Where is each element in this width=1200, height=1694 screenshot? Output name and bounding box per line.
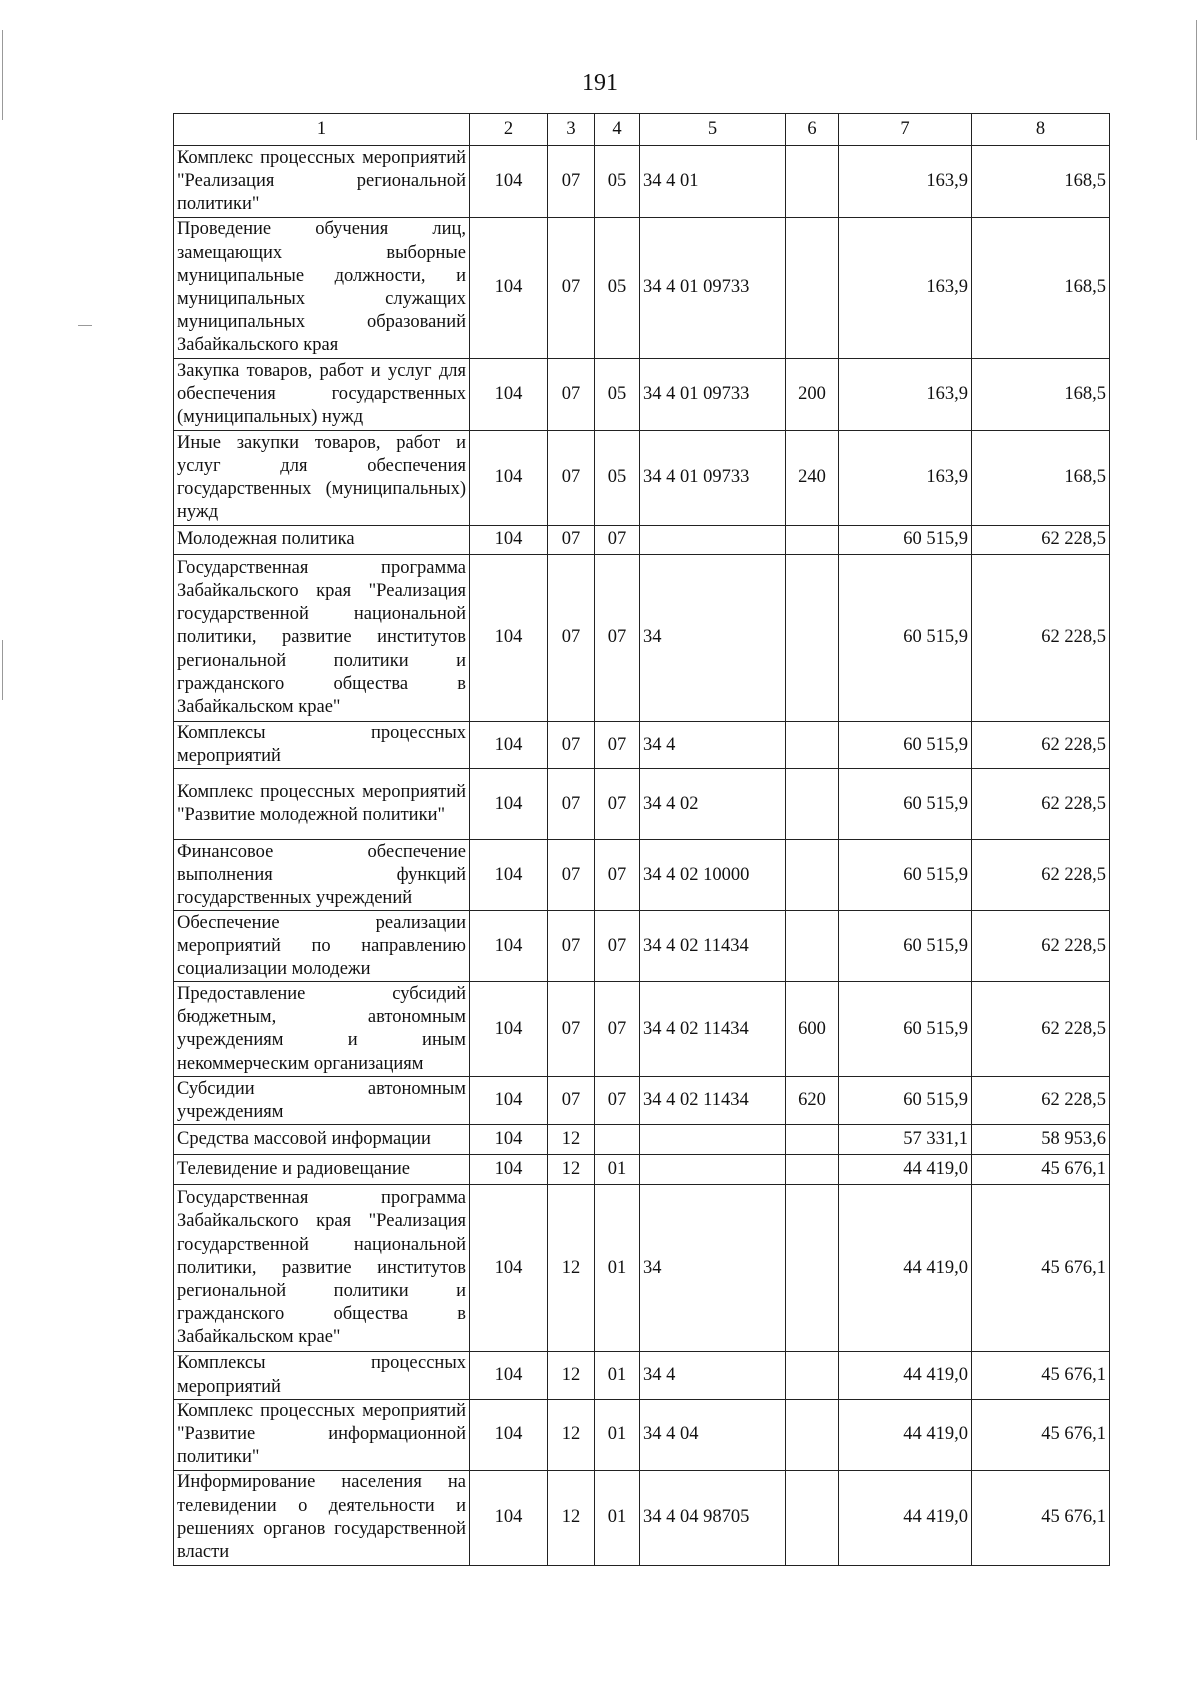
cell-col5: 34 4 04 98705 bbox=[640, 1470, 786, 1565]
cell-col2: 104 bbox=[470, 1399, 548, 1470]
cell-col4: 07 bbox=[595, 722, 640, 769]
cell-col5: 34 4 01 09733 bbox=[640, 218, 786, 359]
cell-col6: 620 bbox=[786, 1077, 839, 1125]
cell-col8: 62 228,5 bbox=[972, 769, 1110, 840]
cell-col8: 168,5 bbox=[972, 218, 1110, 359]
cell-col3: 12 bbox=[548, 1470, 595, 1565]
cell-col3: 12 bbox=[548, 1155, 595, 1185]
cell-col2: 104 bbox=[470, 769, 548, 840]
table-row bbox=[174, 1077, 1110, 1125]
cell-col5: 34 4 02 10000 bbox=[640, 840, 786, 911]
cell-col8: 62 228,5 bbox=[972, 982, 1110, 1077]
cell-col3: 07 bbox=[548, 840, 595, 911]
item-name: Комплекс процессных мероприятий "Реализация региональной политики" bbox=[174, 146, 470, 218]
cell-col8: 45 676,1 bbox=[972, 1352, 1110, 1399]
cell-col8: 45 676,1 bbox=[972, 1185, 1110, 1352]
cell-col3: 07 bbox=[548, 146, 595, 218]
cell-col8: 45 676,1 bbox=[972, 1470, 1110, 1565]
item-name: Телевидение и радиовещание bbox=[174, 1155, 470, 1185]
cell-col7: 60 515,9 bbox=[839, 840, 972, 911]
cell-col5: 34 4 bbox=[640, 722, 786, 769]
cell-col4: 07 bbox=[595, 911, 640, 982]
table-row bbox=[174, 1155, 1110, 1185]
cell-col5: 34 4 bbox=[640, 1352, 786, 1399]
cell-col3: 12 bbox=[548, 1185, 595, 1352]
cell-col3: 12 bbox=[548, 1399, 595, 1470]
cell-col8: 62 228,5 bbox=[972, 555, 1110, 722]
table-row bbox=[174, 1470, 1110, 1565]
cell-col2: 104 bbox=[470, 431, 548, 526]
cell-col2: 104 bbox=[470, 218, 548, 359]
column-header: 3 bbox=[548, 114, 595, 146]
cell-col4: 05 bbox=[595, 146, 640, 218]
table-row bbox=[174, 359, 1110, 431]
cell-col2: 104 bbox=[470, 526, 548, 555]
cell-col4: 07 bbox=[595, 982, 640, 1077]
cell-col8: 62 228,5 bbox=[972, 722, 1110, 769]
cell-col7: 44 419,0 bbox=[839, 1185, 972, 1352]
cell-col5 bbox=[640, 526, 786, 555]
budget-table bbox=[173, 113, 1110, 1566]
cell-col5: 34 4 04 bbox=[640, 1399, 786, 1470]
cell-col7: 163,9 bbox=[839, 359, 972, 431]
page-number: 191 bbox=[582, 70, 618, 96]
cell-col8: 58 953,6 bbox=[972, 1125, 1110, 1155]
cell-col8: 62 228,5 bbox=[972, 911, 1110, 982]
cell-col2: 104 bbox=[470, 1185, 548, 1352]
cell-col3: 07 bbox=[548, 769, 595, 840]
cell-col4: 05 bbox=[595, 431, 640, 526]
table-row bbox=[174, 1125, 1110, 1155]
cell-col3: 07 bbox=[548, 431, 595, 526]
item-name: Средства массовой информации bbox=[174, 1125, 470, 1155]
column-header: 7 bbox=[839, 114, 972, 146]
cell-col3: 07 bbox=[548, 722, 595, 769]
item-name: Закупка товаров, работ и услуг для обеспечения государственных (муниципальных) нужд bbox=[174, 359, 470, 431]
item-name: Проведение обучения лиц, замещающих выборные муниципальные должности, и муниципальных служащих муниципальных образований Забайкальского края bbox=[174, 218, 470, 359]
item-name: Комплекс процессных мероприятий "Развитие информационной политики" bbox=[174, 1399, 470, 1470]
cell-col5: 34 bbox=[640, 555, 786, 722]
cell-col2: 104 bbox=[470, 146, 548, 218]
cell-col4: 01 bbox=[595, 1352, 640, 1399]
cell-col5: 34 4 02 11434 bbox=[640, 982, 786, 1077]
cell-col8: 168,5 bbox=[972, 146, 1110, 218]
cell-col5: 34 4 01 bbox=[640, 146, 786, 218]
cell-col8: 62 228,5 bbox=[972, 840, 1110, 911]
cell-col4: 07 bbox=[595, 526, 640, 555]
cell-col8: 62 228,5 bbox=[972, 526, 1110, 555]
cell-col2: 104 bbox=[470, 359, 548, 431]
cell-col6 bbox=[786, 555, 839, 722]
cell-col7: 60 515,9 bbox=[839, 722, 972, 769]
cell-col2: 104 bbox=[470, 1155, 548, 1185]
cell-col8: 168,5 bbox=[972, 431, 1110, 526]
item-name: Финансовое обеспечение выполнения функций государственных учреждений bbox=[174, 840, 470, 911]
table-row bbox=[174, 722, 1110, 769]
cell-col7: 44 419,0 bbox=[839, 1352, 972, 1399]
item-name: Государственная программа Забайкальского края "Реализация государственной национальной политики, развитие институтов региональной политики и гражданского общества в Забайкальском крае" bbox=[174, 1185, 470, 1352]
cell-col5: 34 4 02 bbox=[640, 769, 786, 840]
cell-col7: 44 419,0 bbox=[839, 1470, 972, 1565]
table-row bbox=[174, 218, 1110, 359]
cell-col7: 60 515,9 bbox=[839, 911, 972, 982]
header-row bbox=[174, 114, 1110, 146]
table-row bbox=[174, 840, 1110, 911]
item-name: Предоставление субсидий бюджетным, автономным учреждениям и иным некоммерческим организациям bbox=[174, 982, 470, 1077]
table-row bbox=[174, 1399, 1110, 1470]
cell-col3: 12 bbox=[548, 1352, 595, 1399]
item-name: Обеспечение реализации мероприятий по направлению социализации молодежи bbox=[174, 911, 470, 982]
cell-col2: 104 bbox=[470, 722, 548, 769]
cell-col7: 60 515,9 bbox=[839, 769, 972, 840]
cell-col2: 104 bbox=[470, 1077, 548, 1125]
cell-col4: 05 bbox=[595, 359, 640, 431]
cell-col4: 07 bbox=[595, 769, 640, 840]
cell-col6 bbox=[786, 1125, 839, 1155]
table-row bbox=[174, 555, 1110, 722]
cell-col4: 07 bbox=[595, 840, 640, 911]
cell-col5: 34 4 02 11434 bbox=[640, 911, 786, 982]
cell-col3: 07 bbox=[548, 218, 595, 359]
scan-edge-mark bbox=[2, 640, 3, 700]
cell-col8: 45 676,1 bbox=[972, 1155, 1110, 1185]
cell-col8: 168,5 bbox=[972, 359, 1110, 431]
cell-col7: 57 331,1 bbox=[839, 1125, 972, 1155]
cell-col3: 07 bbox=[548, 982, 595, 1077]
cell-col2: 104 bbox=[470, 1125, 548, 1155]
item-name: Информирование населения на телевидении о деятельности и решениях органов государственной власти bbox=[174, 1470, 470, 1565]
cell-col3: 07 bbox=[548, 911, 595, 982]
cell-col4: 05 bbox=[595, 218, 640, 359]
cell-col7: 163,9 bbox=[839, 146, 972, 218]
table-row bbox=[174, 1185, 1110, 1352]
cell-col6 bbox=[786, 840, 839, 911]
cell-col7: 163,9 bbox=[839, 218, 972, 359]
cell-col2: 104 bbox=[470, 1470, 548, 1565]
cell-col4: 01 bbox=[595, 1470, 640, 1565]
cell-col3: 12 bbox=[548, 1125, 595, 1155]
cell-col7: 44 419,0 bbox=[839, 1155, 972, 1185]
cell-col6: 600 bbox=[786, 982, 839, 1077]
cell-col6 bbox=[786, 526, 839, 555]
cell-col6 bbox=[786, 911, 839, 982]
table-row bbox=[174, 146, 1110, 218]
cell-col5: 34 4 02 11434 bbox=[640, 1077, 786, 1125]
cell-col6 bbox=[786, 722, 839, 769]
cell-col6 bbox=[786, 1185, 839, 1352]
cell-col7: 60 515,9 bbox=[839, 555, 972, 722]
column-header: 8 bbox=[972, 114, 1110, 146]
cell-col4: 01 bbox=[595, 1155, 640, 1185]
scan-edge-mark bbox=[1196, 20, 1197, 140]
cell-col6: 200 bbox=[786, 359, 839, 431]
table-row bbox=[174, 769, 1110, 840]
cell-col2: 104 bbox=[470, 840, 548, 911]
cell-col4: 01 bbox=[595, 1399, 640, 1470]
scan-edge-mark bbox=[2, 30, 3, 120]
cell-col5: 34 bbox=[640, 1185, 786, 1352]
column-header: 6 bbox=[786, 114, 839, 146]
cell-col6 bbox=[786, 146, 839, 218]
cell-col6 bbox=[786, 1399, 839, 1470]
cell-col7: 44 419,0 bbox=[839, 1399, 972, 1470]
item-name: Государственная программа Забайкальского края "Реализация государственной национальной политики, развитие институтов региональной политики и гражданского общества в Забайкальском крае" bbox=[174, 555, 470, 722]
table-row bbox=[174, 526, 1110, 555]
table-row bbox=[174, 982, 1110, 1077]
cell-col4: 07 bbox=[595, 555, 640, 722]
cell-col4 bbox=[595, 1125, 640, 1155]
item-name: Иные закупки товаров, работ и услуг для обеспечения государственных (муниципальных) нужд bbox=[174, 431, 470, 526]
column-header: 5 bbox=[640, 114, 786, 146]
scan-edge-mark bbox=[78, 325, 92, 326]
item-name: Субсидии автономным учреждениям bbox=[174, 1077, 470, 1125]
cell-col6 bbox=[786, 1352, 839, 1399]
cell-col6: 240 bbox=[786, 431, 839, 526]
cell-col2: 104 bbox=[470, 1352, 548, 1399]
cell-col3: 07 bbox=[548, 555, 595, 722]
item-name: Молодежная политика bbox=[174, 526, 470, 555]
cell-col3: 07 bbox=[548, 359, 595, 431]
cell-col6 bbox=[786, 1155, 839, 1185]
cell-col5 bbox=[640, 1125, 786, 1155]
table-row bbox=[174, 1352, 1110, 1399]
cell-col2: 104 bbox=[470, 982, 548, 1077]
cell-col6 bbox=[786, 769, 839, 840]
table-row bbox=[174, 911, 1110, 982]
item-name: Комплексы процессных мероприятий bbox=[174, 722, 470, 769]
table-body bbox=[174, 146, 1110, 1566]
item-name: Комплексы процессных мероприятий bbox=[174, 1352, 470, 1399]
cell-col2: 104 bbox=[470, 911, 548, 982]
cell-col4: 01 bbox=[595, 1185, 640, 1352]
cell-col5 bbox=[640, 1155, 786, 1185]
cell-col8: 62 228,5 bbox=[972, 1077, 1110, 1125]
column-header: 4 bbox=[595, 114, 640, 146]
cell-col6 bbox=[786, 218, 839, 359]
table-row bbox=[174, 431, 1110, 526]
cell-col5: 34 4 01 09733 bbox=[640, 359, 786, 431]
item-name: Комплекс процессных мероприятий "Развитие молодежной политики" bbox=[174, 769, 470, 840]
cell-col2: 104 bbox=[470, 555, 548, 722]
cell-col7: 60 515,9 bbox=[839, 526, 972, 555]
cell-col3: 07 bbox=[548, 526, 595, 555]
cell-col5: 34 4 01 09733 bbox=[640, 431, 786, 526]
column-header: 2 bbox=[470, 114, 548, 146]
cell-col3: 07 bbox=[548, 1077, 595, 1125]
cell-col7: 60 515,9 bbox=[839, 1077, 972, 1125]
cell-col8: 45 676,1 bbox=[972, 1399, 1110, 1470]
cell-col6 bbox=[786, 1470, 839, 1565]
cell-col4: 07 bbox=[595, 1077, 640, 1125]
column-header: 1 bbox=[174, 114, 470, 146]
cell-col7: 163,9 bbox=[839, 431, 972, 526]
cell-col7: 60 515,9 bbox=[839, 982, 972, 1077]
